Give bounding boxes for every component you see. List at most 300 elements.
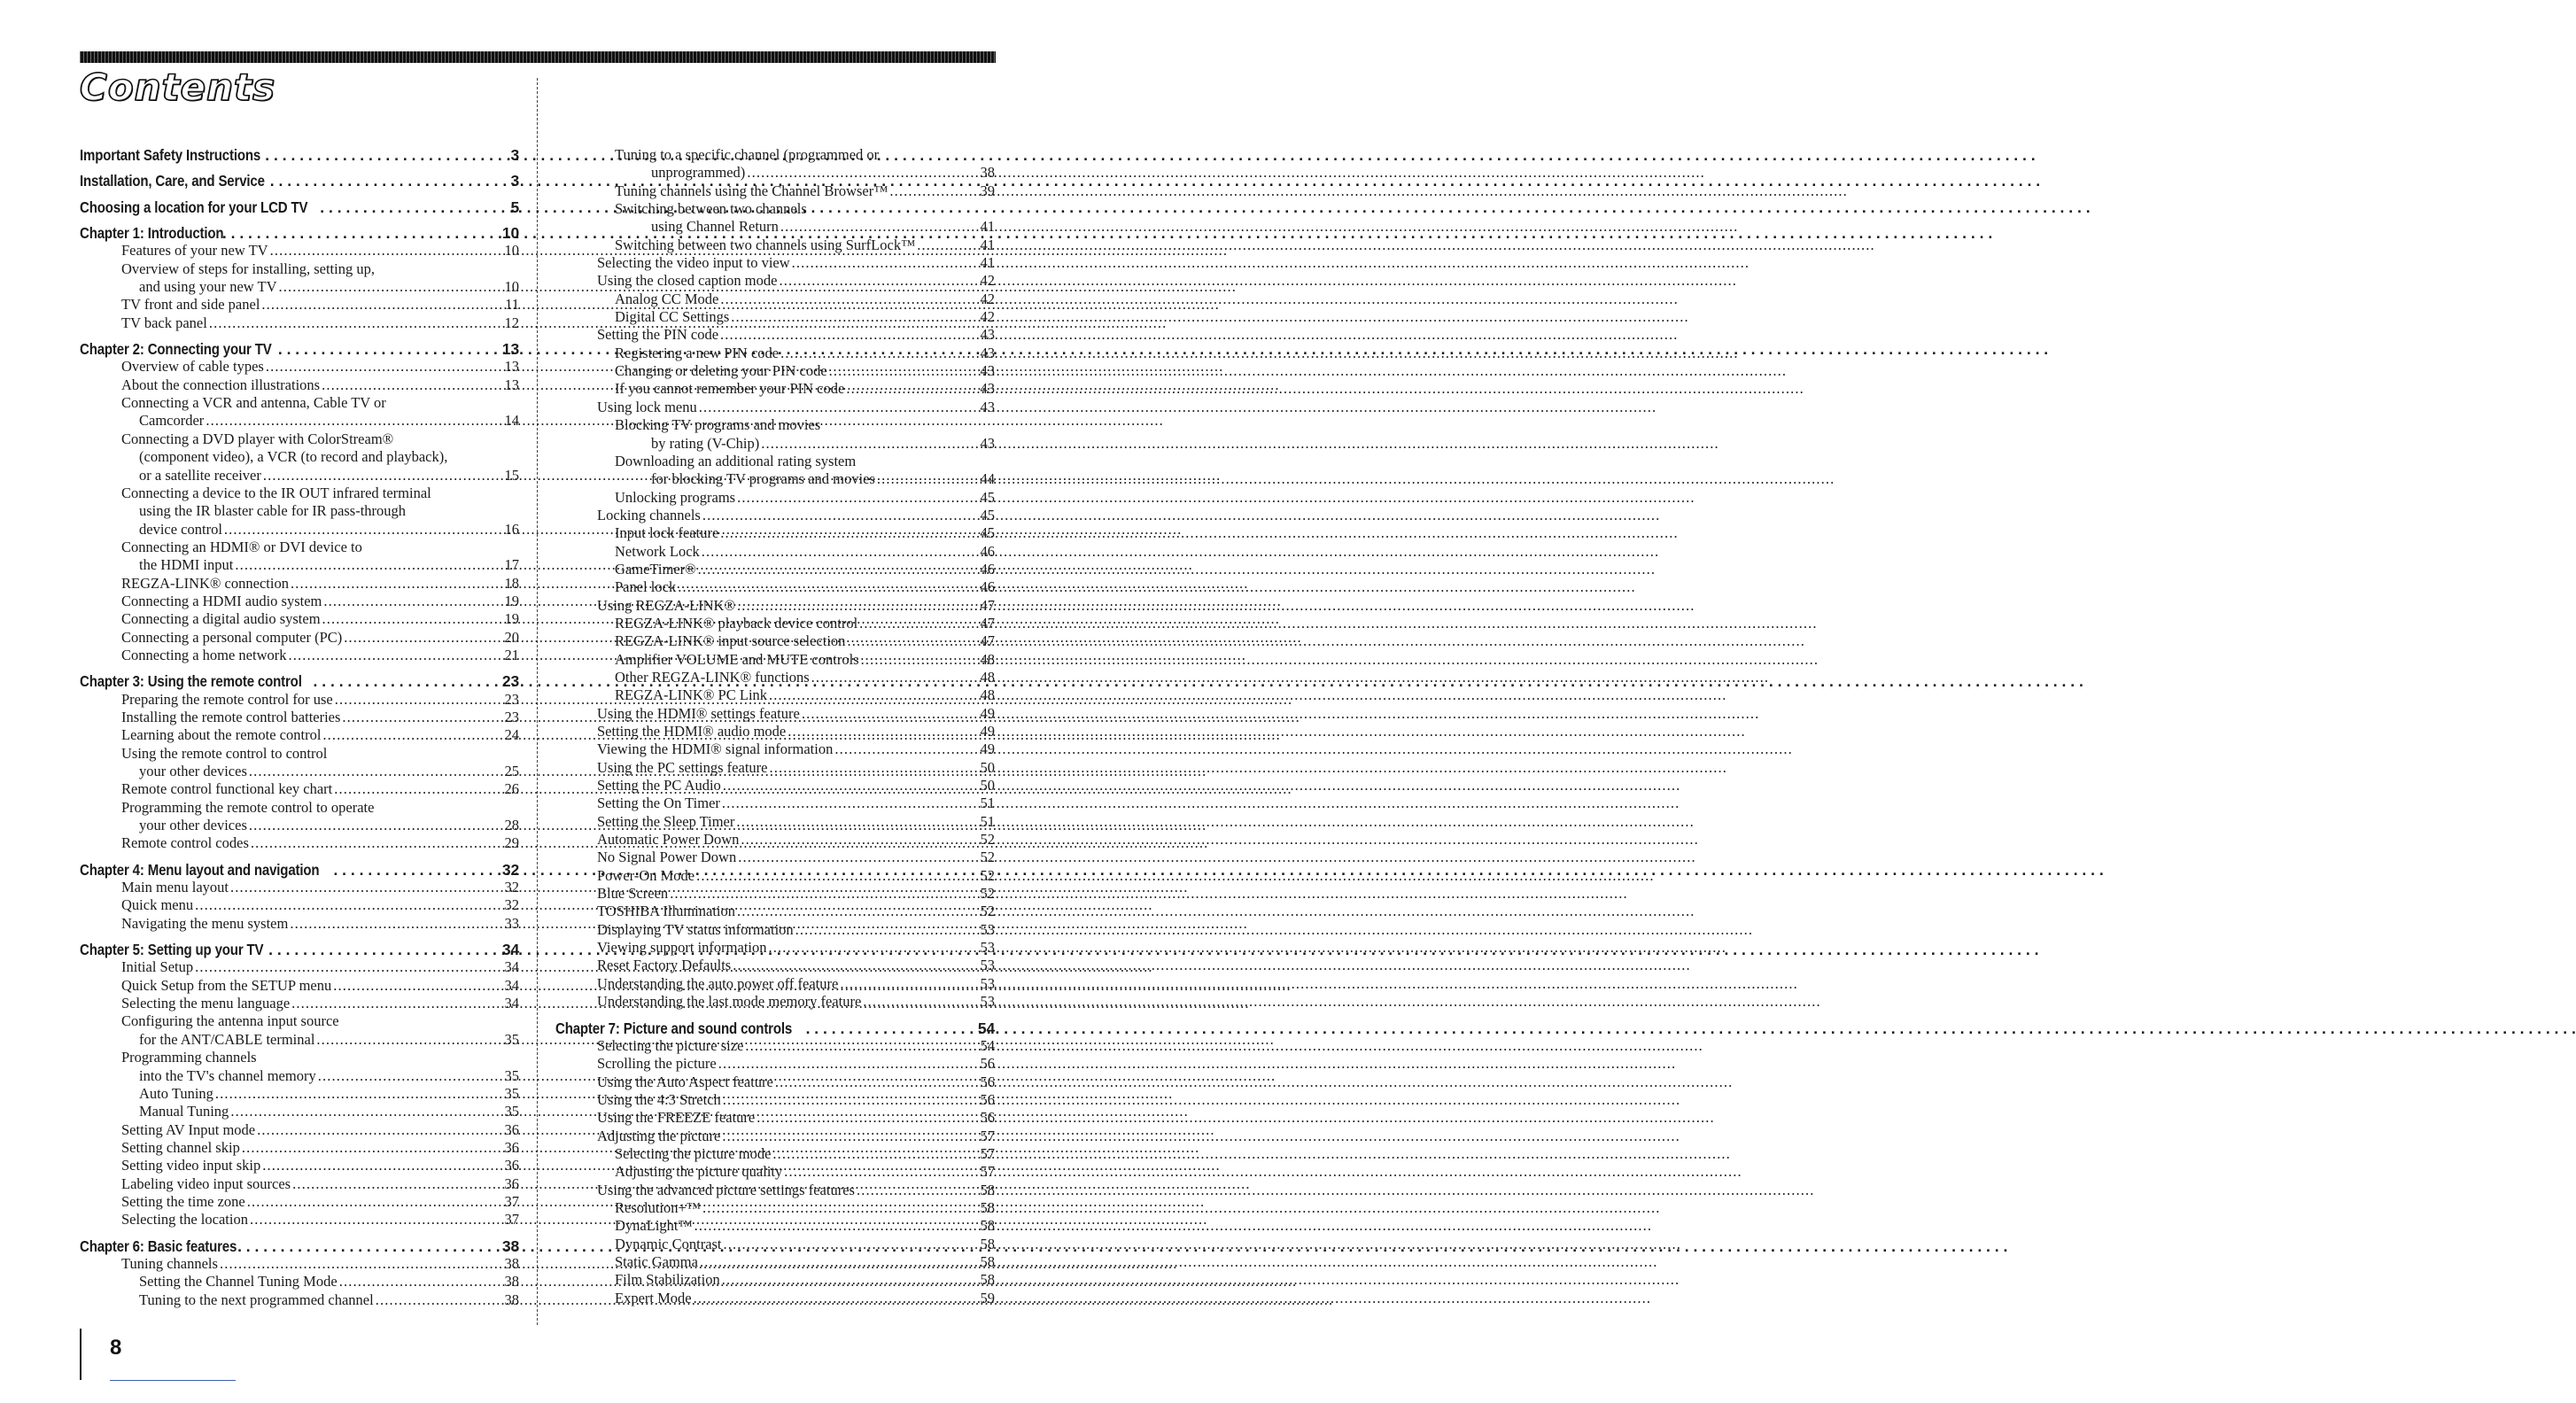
toc-entry-label: Selecting the location <box>121 1211 248 1229</box>
toc-entry[interactable] <box>555 885 995 903</box>
toc-entry-page: 48 <box>980 686 995 704</box>
toc-entry-label: Selecting the menu language <box>121 995 291 1012</box>
toc-entry[interactable] <box>555 236 995 254</box>
toc-heading[interactable] <box>80 146 519 164</box>
toc-entry-label: for the ANT/CABLE terminal <box>139 1030 315 1048</box>
dot-leader <box>780 218 978 236</box>
toc-entry[interactable] <box>555 561 995 578</box>
toc-right-column <box>555 146 995 1307</box>
toc-entry-page: 13 <box>504 376 519 393</box>
toc-entry[interactable] <box>555 903 995 920</box>
toc-entry[interactable] <box>80 1049 519 1066</box>
toc-entry[interactable] <box>80 484 519 502</box>
toc-entry-page: 50 <box>980 777 995 795</box>
toc-heading[interactable] <box>555 1019 995 1037</box>
toc-entry[interactable] <box>80 1175 519 1193</box>
toc-entry-page: 42 <box>980 290 995 307</box>
toc-entry[interactable] <box>80 915 519 933</box>
toc-entry[interactable] <box>555 705 995 723</box>
toc-entry[interactable] <box>80 610 519 628</box>
dot-leader <box>829 362 978 380</box>
toc-entry-label: TOSHIBA Illumination <box>597 903 735 920</box>
toc-entry-page: 49 <box>980 740 995 758</box>
dot-leader <box>736 813 977 831</box>
dot-leader <box>322 376 501 394</box>
toc-entry[interactable] <box>80 817 519 834</box>
toc-entry-page: 58 <box>980 1217 995 1235</box>
toc-entry-page: 37 <box>504 1211 519 1229</box>
dot-leader <box>670 885 977 903</box>
toc-entry-page: 43 <box>980 362 995 380</box>
toc-entry[interactable] <box>555 416 995 434</box>
toc-entry-label: using Channel Return <box>651 218 779 236</box>
dot-leader <box>834 740 977 758</box>
toc-entry[interactable] <box>80 358 519 376</box>
toc-entry-label: Setting video input skip <box>121 1157 261 1174</box>
toc-entry-label: Chapter 7: Picture and sound controls <box>555 1019 793 1037</box>
toc-entry-label: Using the FREEZE feature <box>597 1109 756 1127</box>
toc-entry-label: your other devices <box>139 763 247 779</box>
toc-entry-page: 43 <box>980 344 995 361</box>
toc-entry[interactable] <box>555 1253 995 1271</box>
toc-entry[interactable] <box>555 524 995 542</box>
toc-entry[interactable] <box>555 669 995 686</box>
toc-entry[interactable] <box>80 1157 519 1174</box>
toc-entry[interactable] <box>555 777 995 795</box>
toc-entry[interactable] <box>555 632 995 650</box>
toc-heading[interactable] <box>80 340 519 358</box>
toc-entry-label: Choosing a location for your LCD TV <box>80 198 308 216</box>
toc-entry[interactable] <box>80 709 519 726</box>
toc-heading[interactable] <box>80 1237 519 1255</box>
dot-leader <box>811 669 978 686</box>
toc-right-list <box>555 146 995 1307</box>
toc-entry-page: 36 <box>504 1138 519 1156</box>
toc-entry[interactable] <box>80 394 519 412</box>
toc-entry[interactable] <box>555 578 995 596</box>
toc-entry-label: Chapter 3: Using the remote control <box>80 672 302 691</box>
toc-entry[interactable] <box>555 1163 995 1181</box>
toc-entry-page: 16 <box>504 520 519 538</box>
dot-leader <box>342 709 501 726</box>
toc-entry[interactable] <box>80 1273 519 1291</box>
dot-leader <box>251 834 502 852</box>
toc-entry[interactable] <box>555 399 995 416</box>
toc-entry[interactable] <box>555 597 995 615</box>
dot-leader <box>861 651 978 669</box>
toc-entry[interactable] <box>555 507 995 524</box>
toc-entry[interactable] <box>80 1103 519 1120</box>
dot-leader <box>769 686 977 704</box>
toc-entry-label: Connecting a home network <box>121 646 287 663</box>
dot-leader <box>339 1273 502 1291</box>
toc-entry[interactable] <box>555 1074 995 1091</box>
dot-leader <box>863 993 977 1011</box>
toc-entry-label: Remote control codes <box>121 834 249 852</box>
toc-entry-page: 43 <box>980 434 995 452</box>
toc-entry[interactable] <box>80 430 519 448</box>
toc-entry-label: Tuning channels <box>121 1254 218 1272</box>
toc-entry[interactable] <box>555 146 995 164</box>
toc-entry[interactable] <box>80 376 519 394</box>
dot-leader <box>694 1290 978 1307</box>
toc-entry-label: Tuning channels using the Channel Browser™ <box>615 182 888 199</box>
toc-entry[interactable] <box>555 1182 995 1199</box>
toc-entry[interactable] <box>555 291 995 308</box>
dot-leader <box>731 308 977 326</box>
dot-leader <box>291 575 502 593</box>
toc-entry[interactable] <box>80 593 519 610</box>
toc-entry-label: into the TV's channel memory <box>139 1066 316 1084</box>
toc-entry[interactable] <box>555 957 995 974</box>
toc-entry-page: 38 <box>504 1273 519 1291</box>
toc-entry-page: 45 <box>980 524 995 542</box>
toc-entry-page: 58 <box>980 1198 995 1216</box>
dot-leader <box>250 1211 502 1229</box>
dot-leader <box>694 1217 978 1235</box>
toc-entry-page: 36 <box>504 1157 519 1174</box>
toc-entry-label: Auto Tuning <box>139 1084 213 1102</box>
toc-entry-label: the HDMI input <box>139 556 234 574</box>
toc-entry[interactable] <box>555 849 995 866</box>
toc-entry[interactable] <box>555 182 995 200</box>
toc-entry[interactable] <box>555 1091 995 1109</box>
toc-entry-label: Camcorder <box>139 412 205 430</box>
dot-leader <box>320 198 508 216</box>
toc-entry[interactable] <box>555 489 995 507</box>
toc-entry-page: 32 <box>501 860 519 879</box>
toc-entry-page: 32 <box>504 879 519 896</box>
toc-entry-label: Automatic Power Down <box>597 831 740 849</box>
toc-entry[interactable] <box>80 879 519 896</box>
toc-entry-label: Resolution+™ <box>615 1198 701 1216</box>
toc-entry[interactable] <box>555 1199 995 1217</box>
toc-entry[interactable] <box>555 254 995 272</box>
toc-entry-label: Analog CC Mode <box>615 290 719 307</box>
dot-leader <box>222 224 500 242</box>
toc-entry[interactable] <box>555 200 995 218</box>
dot-leader <box>242 1139 502 1157</box>
toc-entry[interactable] <box>80 539 519 556</box>
dot-leader <box>195 896 501 914</box>
dot-leader <box>772 1145 977 1163</box>
toc-entry-page: 10 <box>504 242 519 260</box>
toc-entry-label: Using the 4:3 Stretch <box>597 1090 721 1108</box>
dot-leader <box>702 1199 978 1217</box>
toc-entry-label: Setting channel skip <box>121 1138 240 1156</box>
toc-heading[interactable] <box>80 672 519 690</box>
toc-entry-page: 3 <box>510 172 519 190</box>
toc-entry[interactable] <box>555 164 995 182</box>
toc-entry[interactable] <box>555 975 995 993</box>
toc-entry-page: 52 <box>980 885 995 903</box>
dot-leader <box>344 629 501 647</box>
toc-entry[interactable] <box>80 412 519 430</box>
toc-entry-label: Understanding the auto power off feature <box>597 974 839 992</box>
toc-entry[interactable] <box>555 831 995 849</box>
dot-leader <box>720 524 977 542</box>
toc-entry-label: Unlocking programs <box>615 488 736 506</box>
toc-entry-page: 53 <box>980 974 995 992</box>
dot-leader <box>235 556 501 574</box>
toc-entry[interactable] <box>80 995 519 1012</box>
toc-entry[interactable] <box>80 260 519 278</box>
toc-entry-label: GameTimer® <box>615 560 696 577</box>
toc-entry-page: 47 <box>980 632 995 650</box>
toc-entry[interactable] <box>80 726 519 744</box>
dot-leader <box>206 412 501 430</box>
dot-leader <box>847 632 977 650</box>
toc-entry[interactable] <box>555 345 995 362</box>
toc-entry-label: Programming the remote control to operate <box>121 798 375 816</box>
toc-entry[interactable] <box>555 1290 995 1307</box>
toc-entry-label: Configuring the antenna input source <box>121 1012 339 1030</box>
toc-entry[interactable] <box>80 1085 519 1103</box>
dot-leader <box>917 236 977 254</box>
toc-entry-label: Using the remote control to control <box>121 744 328 762</box>
toc-entry[interactable] <box>555 939 995 957</box>
toc-entry-label: Setting the On Timer <box>597 795 720 812</box>
toc-heading[interactable] <box>80 941 519 958</box>
toc-entry[interactable] <box>80 1012 519 1030</box>
toc-entry[interactable] <box>80 296 519 314</box>
header-bar <box>80 51 996 63</box>
toc-entry-page: 12 <box>504 314 519 331</box>
dot-leader <box>722 1271 978 1289</box>
toc-entry-label: REGZA-LINK® PC Link <box>615 686 768 704</box>
dot-leader <box>722 795 978 812</box>
toc-entry[interactable] <box>555 308 995 326</box>
toc-entry-page: 37 <box>504 1192 519 1210</box>
dot-leader <box>722 1128 977 1145</box>
toc-entry[interactable] <box>80 242 519 260</box>
toc-entry[interactable] <box>555 362 995 380</box>
dot-leader <box>723 1091 978 1109</box>
toc-entry-label: Scrolling the picture <box>597 1055 717 1073</box>
toc-entry[interactable] <box>80 467 519 484</box>
toc-entry-page: 56 <box>980 1109 995 1127</box>
toc-entry[interactable] <box>555 1145 995 1163</box>
toc-entry[interactable] <box>80 834 519 852</box>
dot-leader <box>723 777 978 795</box>
toc-heading[interactable] <box>80 224 519 242</box>
toc-entry-label: Understanding the last mode memory feature <box>597 993 862 1011</box>
toc-entry[interactable] <box>555 470 995 488</box>
toc-entry-page: 14 <box>504 412 519 430</box>
dot-leader <box>859 615 977 632</box>
toc-entry[interactable] <box>555 453 995 470</box>
dot-leader <box>784 1163 977 1181</box>
page-title: Contents <box>80 66 276 109</box>
toc-entry[interactable] <box>80 1067 519 1085</box>
toc-entry[interactable] <box>555 1055 995 1073</box>
toc-entry-page: 32 <box>504 896 519 914</box>
toc-entry[interactable] <box>555 543 995 561</box>
toc-entry[interactable] <box>555 1217 995 1235</box>
toc-entry-page: 48 <box>980 650 995 668</box>
toc-entry-label: Features of your new TV <box>121 242 268 260</box>
toc-entry-label: Chapter 2: Connecting your TV <box>80 340 272 359</box>
toc-entry[interactable] <box>555 651 995 669</box>
toc-entry-label: Amplifier VOLUME and MUTE controls <box>615 650 859 668</box>
toc-entry[interactable] <box>80 629 519 647</box>
toc-entry-page: 52 <box>980 831 995 849</box>
dot-leader <box>376 1291 502 1309</box>
toc-entry[interactable] <box>555 1236 995 1253</box>
dot-leader <box>220 1255 502 1273</box>
toc-entry-page: 51 <box>980 812 995 830</box>
toc-entry-label: Programming channels <box>121 1049 257 1066</box>
toc-entry-page: 53 <box>980 920 995 938</box>
toc-entry-page: 41 <box>980 254 995 272</box>
toc-page <box>0 0 1084 1403</box>
dot-leader <box>737 903 978 920</box>
toc-entry-page: 52 <box>980 903 995 920</box>
dot-leader <box>314 672 500 690</box>
toc-entry-page: 58 <box>980 1235 995 1252</box>
toc-entry-page: 35 <box>504 1066 519 1084</box>
dot-leader <box>840 975 977 993</box>
toc-entry-label: Selecting the picture mode <box>615 1144 772 1162</box>
toc-entry-label: Preparing the remote control for use <box>121 690 333 708</box>
footer-bar <box>80 1329 81 1380</box>
dot-leader <box>249 763 502 780</box>
toc-entry[interactable] <box>555 993 995 1011</box>
dot-leader <box>318 1067 502 1085</box>
toc-entry[interactable] <box>80 1193 519 1211</box>
toc-entry-label: Blue Screen <box>597 885 669 903</box>
toc-entry-label: Power-On Mode <box>597 866 695 884</box>
toc-entry-label: Viewing the HDMI® signal information <box>597 740 834 758</box>
toc-entry-page: 44 <box>980 470 995 488</box>
toc-entry[interactable] <box>80 1121 519 1139</box>
toc-entry[interactable] <box>555 1037 995 1055</box>
toc-entry[interactable] <box>555 380 995 398</box>
toc-entry[interactable] <box>555 272 995 290</box>
toc-entry-page: 49 <box>980 723 995 740</box>
toc-entry-label: Using the PC settings feature <box>597 758 768 776</box>
dot-leader <box>741 831 977 849</box>
toc-entry[interactable] <box>555 795 995 812</box>
toc-entry[interactable] <box>555 813 995 831</box>
toc-entry-label: Chapter 4: Menu layout and navigation <box>80 860 320 879</box>
dot-leader <box>262 1157 501 1174</box>
toc-entry-page: 17 <box>504 556 519 574</box>
toc-entry[interactable] <box>555 867 995 885</box>
toc-entry[interactable] <box>555 326 995 344</box>
toc-entry[interactable] <box>80 1255 519 1273</box>
dot-leader <box>699 399 978 416</box>
toc-entry-label: TV back panel <box>121 314 207 331</box>
toc-entry[interactable] <box>80 448 519 466</box>
dot-leader <box>775 1074 978 1091</box>
toc-entry-label: Reset Factory Defaults <box>597 957 732 974</box>
toc-entry-page: 53 <box>980 939 995 957</box>
toc-entry[interactable] <box>80 314 519 332</box>
toc-entry-page: 25 <box>504 763 519 779</box>
dot-leader <box>769 759 977 777</box>
toc-entry[interactable] <box>80 1139 519 1157</box>
toc-entry-page: 35 <box>504 1030 519 1048</box>
toc-entry[interactable] <box>555 740 995 758</box>
toc-entry[interactable] <box>80 691 519 709</box>
toc-entry[interactable] <box>80 1211 519 1229</box>
toc-entry-page: 56 <box>980 1055 995 1073</box>
toc-entry-page: 28 <box>504 817 519 834</box>
toc-entry[interactable] <box>80 780 519 798</box>
toc-entry-label: Connecting a VCR and antenna, Cable TV or <box>121 394 386 412</box>
toc-entry[interactable] <box>80 575 519 593</box>
toc-entry[interactable] <box>555 921 995 939</box>
toc-entry-page: 36 <box>504 1174 519 1192</box>
dot-leader <box>889 182 977 200</box>
dot-leader <box>788 723 977 740</box>
toc-entry[interactable] <box>80 556 519 574</box>
toc-entry[interactable] <box>80 1031 519 1049</box>
toc-entry-page: 15 <box>504 466 519 484</box>
dot-leader <box>761 435 977 453</box>
toc-entry[interactable] <box>80 763 519 780</box>
toc-entry[interactable] <box>555 759 995 777</box>
toc-entry-label: and using your new TV <box>139 278 277 296</box>
dot-leader <box>738 849 977 866</box>
toc-entry[interactable] <box>555 1271 995 1289</box>
toc-entry-page: 26 <box>504 780 519 798</box>
toc-entry-label: Connecting a personal computer (PC) <box>121 628 343 646</box>
toc-entry-page: 48 <box>980 668 995 686</box>
toc-entry[interactable] <box>80 896 519 914</box>
dot-leader <box>780 345 977 362</box>
toc-entry[interactable] <box>80 502 519 520</box>
toc-entry[interactable] <box>555 723 995 740</box>
toc-entry[interactable] <box>555 218 995 236</box>
toc-entry[interactable] <box>80 977 519 995</box>
toc-entry-page: 46 <box>980 560 995 577</box>
toc-entry[interactable] <box>80 647 519 664</box>
toc-entry-page: 56 <box>980 1073 995 1090</box>
toc-entry[interactable] <box>555 1128 995 1145</box>
dot-leader <box>335 691 502 709</box>
toc-entry-label: Connecting an HDMI® or DVI device to <box>121 538 362 555</box>
toc-heading[interactable] <box>80 861 519 879</box>
toc-entry-page: 13 <box>504 358 519 376</box>
toc-entry[interactable] <box>555 615 995 632</box>
toc-heading[interactable] <box>80 198 519 216</box>
dot-leader <box>795 921 978 939</box>
toc-entry[interactable] <box>80 745 519 763</box>
toc-entry-page: 51 <box>980 795 995 812</box>
toc-entry[interactable] <box>555 686 995 704</box>
toc-entry-label: Navigating the menu system <box>121 914 289 932</box>
dot-leader <box>857 1182 978 1199</box>
toc-entry[interactable] <box>80 1291 519 1309</box>
toc-entry-label: Network Lock <box>615 542 700 560</box>
toc-heading[interactable] <box>80 172 519 190</box>
toc-entry-page: 20 <box>504 628 519 646</box>
dot-leader <box>877 470 978 488</box>
toc-entry[interactable] <box>555 1109 995 1127</box>
toc-entry-page: 34 <box>504 976 519 994</box>
toc-entry[interactable] <box>80 799 519 817</box>
toc-entry-label: Learning about the remote control <box>121 726 322 744</box>
toc-entry[interactable] <box>555 435 995 453</box>
toc-entry-label: Labeling video input sources <box>121 1174 291 1192</box>
toc-entry-label: Setting the Sleep Timer <box>597 812 735 830</box>
toc-entry[interactable] <box>80 958 519 976</box>
toc-entry[interactable] <box>80 278 519 296</box>
toc-entry-label: Important Safety Instructions <box>80 146 261 164</box>
toc-entry[interactable] <box>80 521 519 539</box>
